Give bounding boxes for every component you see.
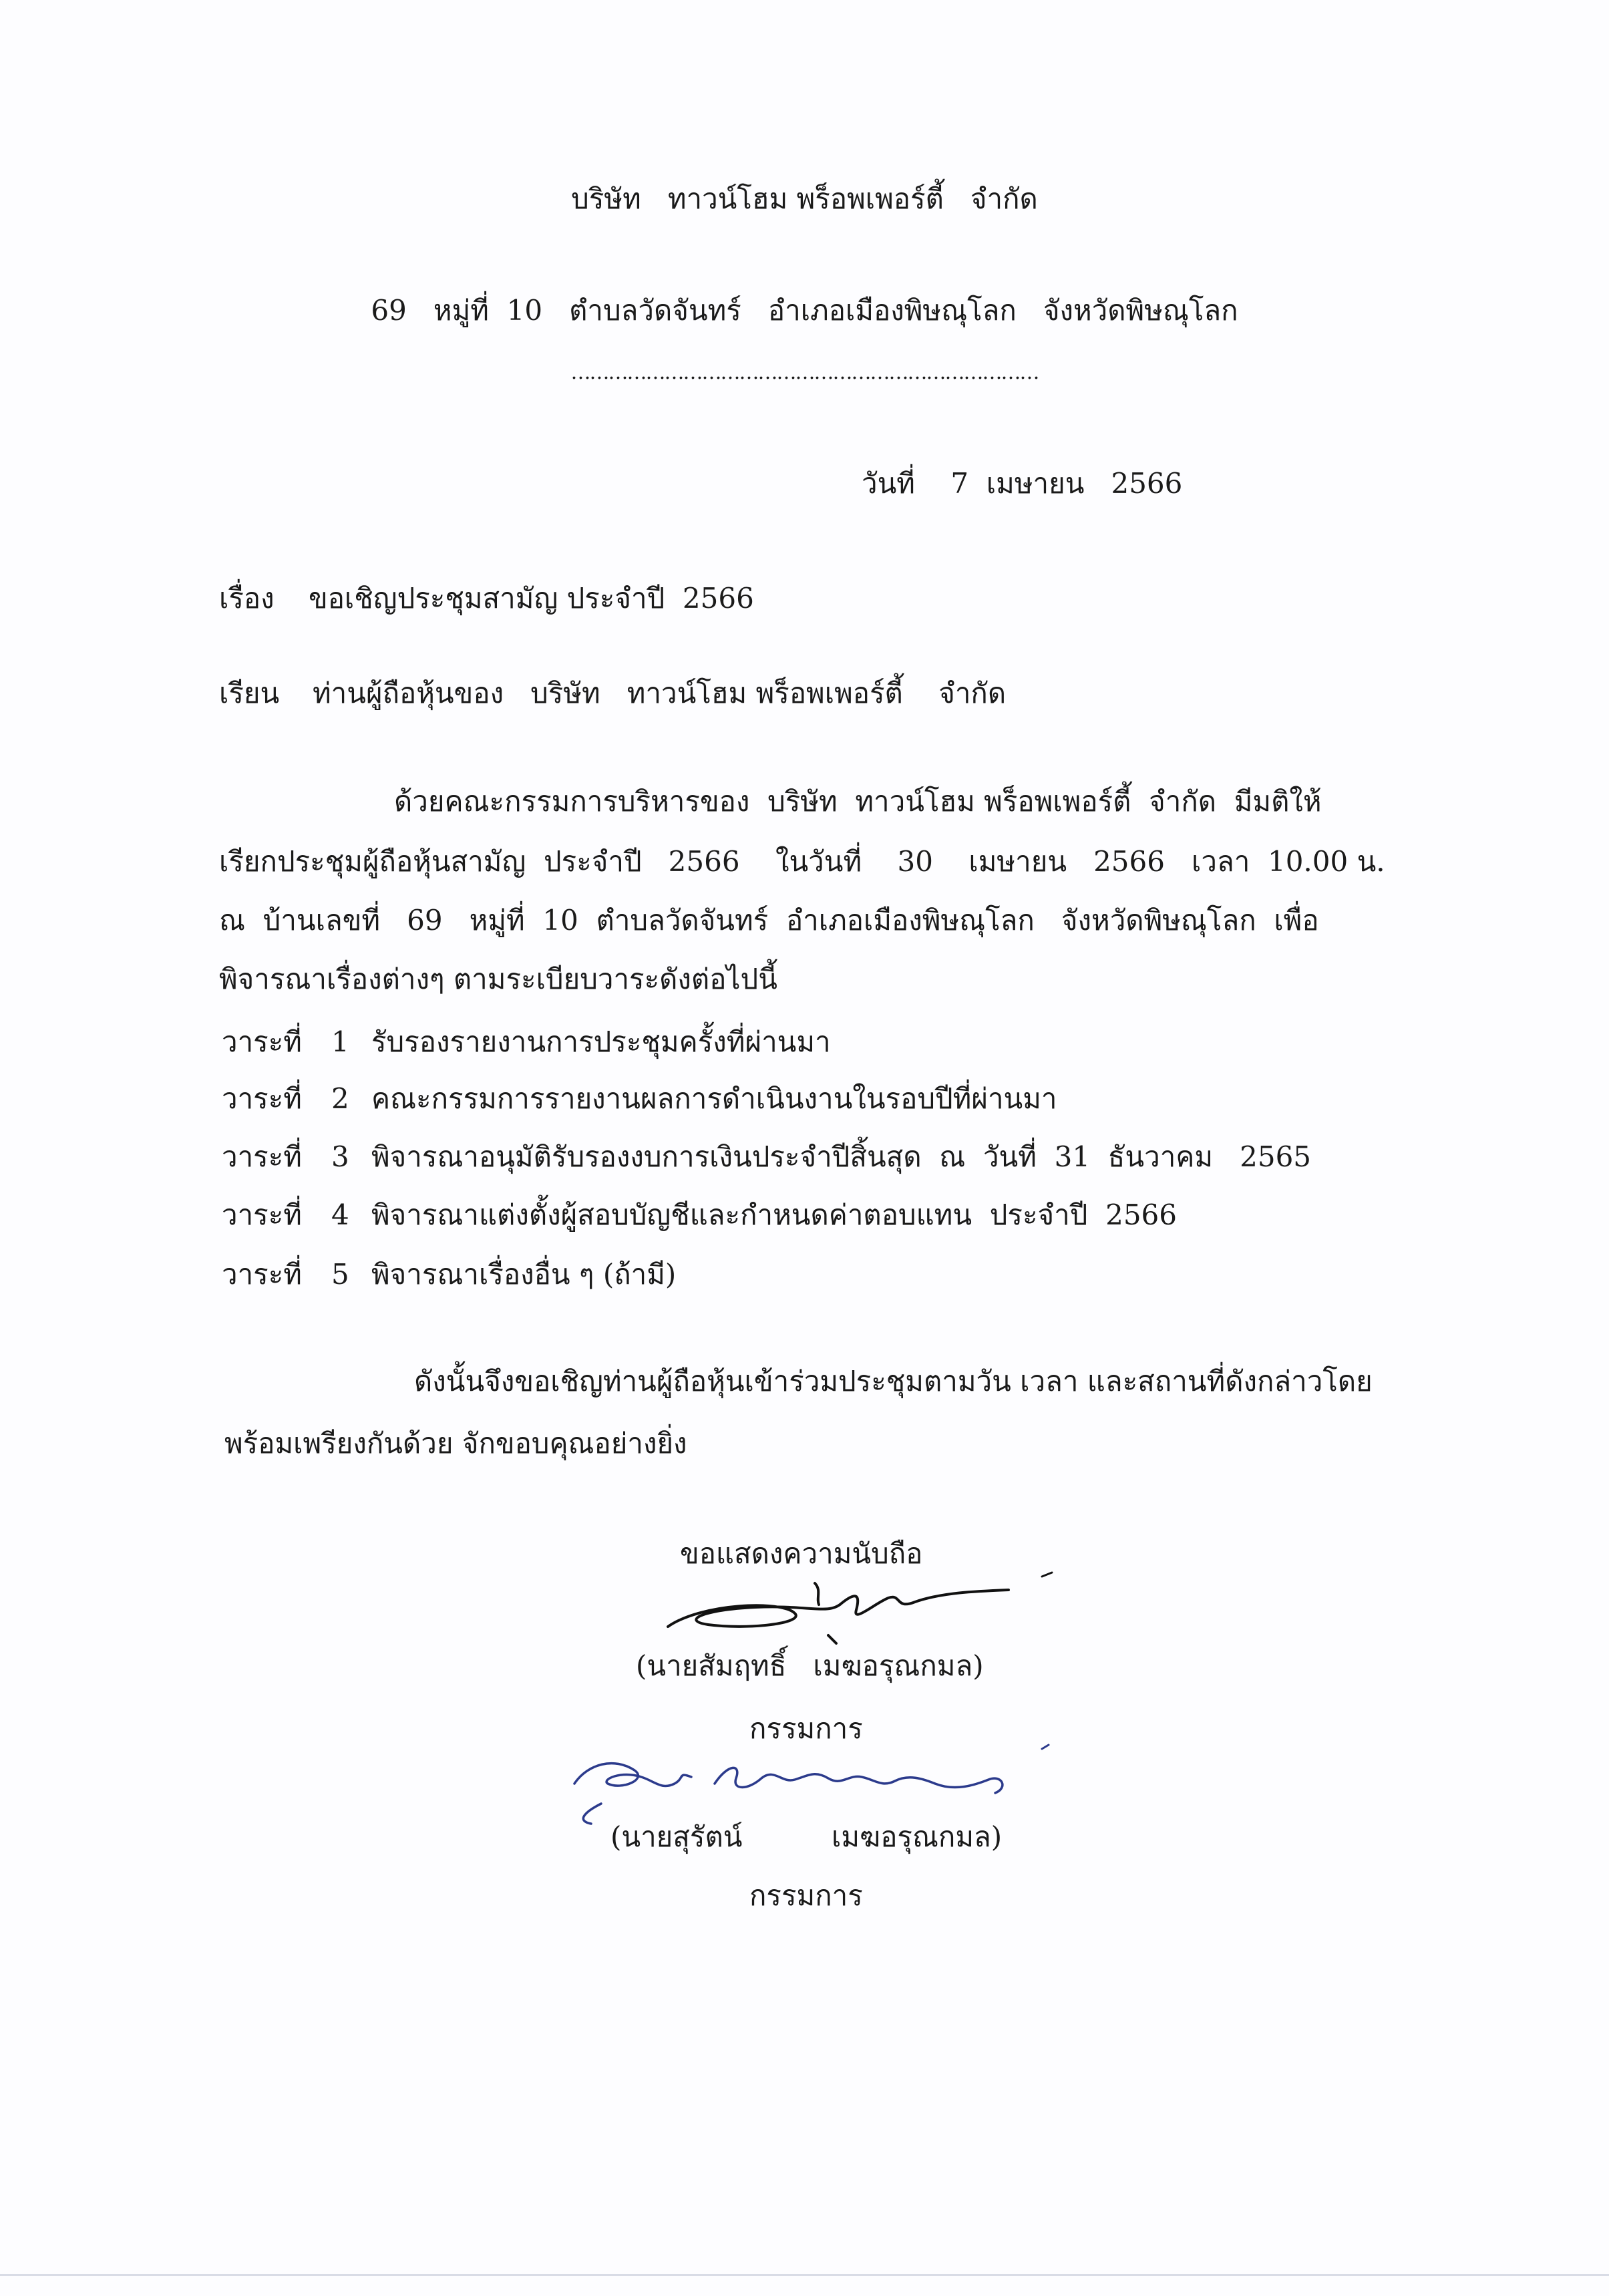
- separator-dots: …………………………………………………………………: [570, 361, 1039, 384]
- body-line: เรียกประชุมผู้ถือหุ้นสามัญ ประจำปี 2566 ในวันที่ 30 เมษายน 2566 เวลา 10.00 น.: [219, 845, 1385, 878]
- body-line: พิจารณาเรื่องต่างๆ ตามระเบียบวาระดังต่อไปนี้: [219, 963, 777, 995]
- signature-2: [561, 1737, 1069, 1830]
- agenda-text: พิจารณาแต่งตั้งผู้สอบบัญชีและกำหนดค่าตอบแทน ประจำปี 2566: [371, 1198, 1177, 1231]
- agenda-number: 5: [331, 1258, 349, 1291]
- signatory-title: กรรมการ: [749, 1712, 863, 1745]
- letter-date: วันที่ 7 เมษายน 2566: [862, 467, 1183, 500]
- closing-line: พร้อมเพรียงกันด้วย จักขอบคุณอย่างยิ่ง: [224, 1427, 687, 1460]
- agenda-text: รับรองรายงานการประชุมครั้งที่ผ่านมา: [371, 1025, 831, 1058]
- agenda-number: 3: [331, 1140, 349, 1173]
- subject-label: เรื่อง: [219, 582, 275, 615]
- agenda-text: พิจารณาอนุมัติรับรองงบการเงินประจำปีสิ้นสุด ณ วันที่ 31 ธันวาคม 2565: [371, 1140, 1312, 1173]
- body-line: ด้วยคณะกรรมการบริหารของ บริษัท ทาวน์โฮม พร็อพเพอร์ตี้ จำกัด มีมติให้: [394, 785, 1322, 818]
- signatory-title: กรรมการ: [749, 1879, 863, 1912]
- signatory-name: (นายสัมฤทธิ์ เมฆอรุณกมล): [636, 1649, 984, 1682]
- agenda-label: วาระที่: [222, 1082, 302, 1115]
- agenda-label: วาระที่: [222, 1198, 302, 1231]
- company-address: 69 หมู่ที่ 10 ตำบลวัดจันทร์ อำเภอเมืองพิษณุโลก จังหวัดพิษณุโลก: [371, 294, 1238, 327]
- page-edge-line: [0, 2274, 1609, 2276]
- regards-text: ขอแสดงความนับถือ: [680, 1537, 923, 1570]
- recipient-text: ท่านผู้ถือหุ้นของ บริษัท ทาวน์โฮม พร็อพเพอร์ตี้ จำกัด: [313, 677, 1007, 709]
- company-name: บริษัท ทาวน์โฮม พร็อพเพอร์ตี้ จำกัด: [571, 182, 1038, 215]
- agenda-label: วาระที่: [222, 1025, 302, 1058]
- signatory-name: (นายสุรัตน์ เมฆอรุณกมล): [610, 1820, 1003, 1853]
- agenda-label: วาระที่: [222, 1140, 302, 1173]
- agenda-text: พิจารณาเรื่องอื่น ๆ (ถ้ามี): [371, 1258, 677, 1291]
- agenda-label: วาระที่: [222, 1258, 302, 1291]
- signature-1: [661, 1563, 1075, 1650]
- subject-text: ขอเชิญประชุมสามัญ ประจำปี 2566: [309, 582, 754, 615]
- agenda-text: คณะกรรมการรายงานผลการดำเนินงานในรอบปีที่ผ่านมา: [371, 1082, 1057, 1115]
- closing-line: ดังนั้นจึงขอเชิญท่านผู้ถือหุ้นเข้าร่วมประชุมตามวัน เวลา และสถานที่ดังกล่าวโดย: [414, 1365, 1373, 1398]
- body-line: ณ บ้านเลขที่ 69 หมู่ที่ 10 ตำบลวัดจันทร์ อำเภอเมืองพิษณุโลก จังหวัดพิษณุโลก เพื่อ: [219, 904, 1319, 937]
- agenda-number: 1: [331, 1025, 349, 1058]
- agenda-number: 4: [331, 1198, 349, 1231]
- agenda-number: 2: [331, 1082, 349, 1115]
- recipient-label: เรียน: [219, 677, 280, 709]
